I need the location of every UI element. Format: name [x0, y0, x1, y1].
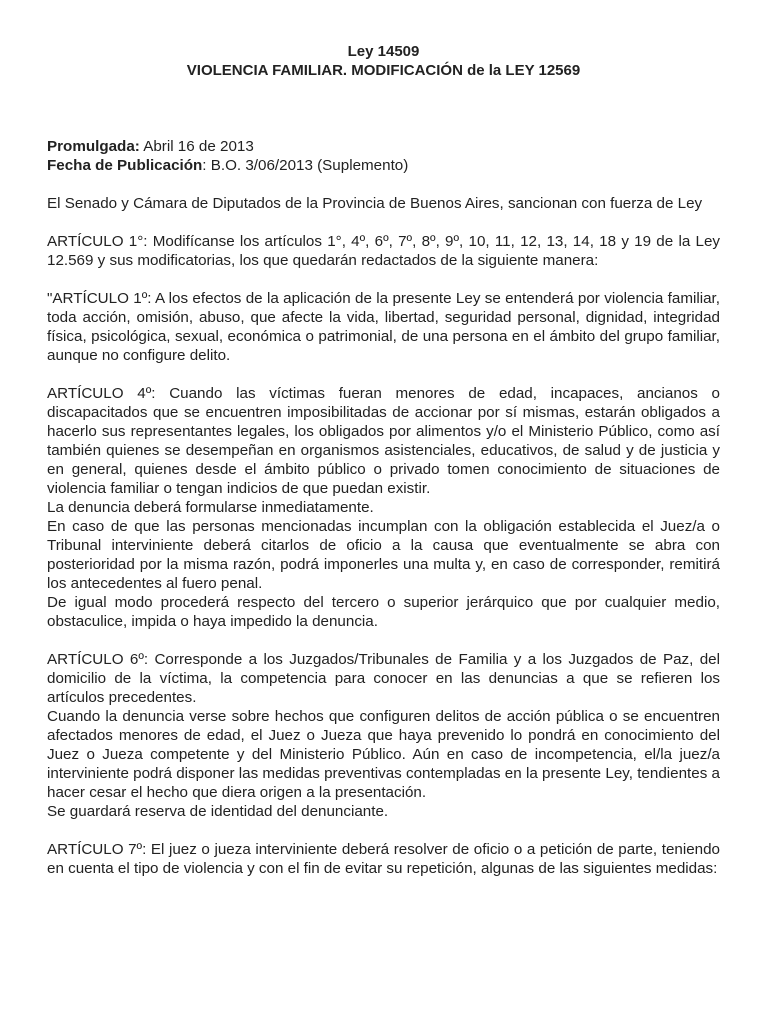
title-block: [47, 42, 720, 80]
promulgada-label: Promulgada:: [47, 138, 140, 155]
law-number-heading: Ley 14509: [347, 43, 420, 60]
publication-meta: [47, 137, 720, 175]
article-4-paragraph: De igual modo procederá respecto del tercero o superior jerárquico que por cualquier medio, obstaculice, impida o haya impedido la denuncia.: [47, 594, 720, 630]
promulgada-line: [47, 137, 720, 156]
law-subtitle-heading: VIOLENCIA FAMILIAR. MODIFICACIÓN de la LEY 12569: [186, 62, 581, 79]
spacer: [47, 270, 720, 289]
article-4-paragraph: En caso de que las personas mencionadas incumplan con la obligación establecida el Juez/a o Tribunal interviniente deberá citarlos de oficio a la causa que eventualmente se abra con posterioridad por la misma razón, podrá imponerles una multa y, en caso de corresponder, remitirá los antecedentes al fuero penal.: [47, 518, 720, 592]
spacer: [47, 821, 720, 840]
article-6-paragraph: Cuando la denuncia verse sobre hechos que configuren delitos de acción pública o se encuentren afectados menores de edad, el Juez o Jueza que haya prevenido lo pondrá en conocimiento del Juez o Jueza competente y del Ministerio Público. Aún en caso de incompetencia, el/la juez/a interviniente podrá disponer las medidas preventivas contempladas en la presente Ley, tendientes a hacer cesar el hecho que diera origen a la presentación.: [47, 708, 720, 801]
publicacion-label: Fecha de Publicación: [47, 157, 203, 174]
document-page: [47, 42, 720, 878]
publicacion-value: : B.O. 3/06/2013 (Suplemento): [202, 157, 409, 174]
article-1-paragraph: ARTÍCULO 1°: Modifícanse los artículos 1°, 4º, 6º, 7º, 8º, 9º, 10, 11, 12, 13, 14, 18 y 19 de la Ley 12.569 y sus modificatorias, los que quedarán redactados de la siguiente manera:: [47, 233, 720, 269]
intro-paragraph: El Senado y Cámara de Diputados de la Provincia de Buenos Aires, sancionan con fuerza de Ley: [47, 195, 703, 212]
article-4-paragraph: ARTÍCULO 4º: Cuando las víctimas fueran menores de edad, incapaces, ancianos o discapacitados que se encuentren imposibilitadas de accionar por sí mismas, estarán obligados a hacerlo sus representantes legales, los obligados por alimentos y/o el Ministerio Público, como así también quienes se desempeñan en organismos asistenciales, educativos, de salud y de justicia y en general, quienes desde el ámbito público o privado tomen conocimiento de situaciones de violencia familiar o tengan indicios de que puedan existir.: [47, 385, 720, 497]
spacer: [47, 175, 720, 194]
spacer: [47, 365, 720, 384]
spacer: [47, 631, 720, 650]
promulgada-value: Abril 16 de 2013: [139, 138, 254, 155]
article-6-paragraph: ARTÍCULO 6º: Corresponde a los Juzgados/Tribunales de Familia y a los Juzgados de Paz, del domicilio de la víctima, la competencia para conocer en las denuncias a que se refieren los artículos precedentes.: [47, 651, 720, 706]
publicacion-line: [47, 156, 720, 175]
article-1-quoted-paragraph: "ARTÍCULO 1º: A los efectos de la aplicación de la presente Ley se entenderá por violencia familiar, toda acción, omisión, abuso, que afecte la vida, libertad, seguridad personal, dignidad, integridad física, psicológica, sexual, económica o patrimonial, de una persona en el ámbito del grupo familiar, aunque no configure delito.: [47, 290, 720, 364]
article-6-paragraph: Se guardará reserva de identidad del denunciante.: [47, 803, 389, 820]
article-7-paragraph: ARTÍCULO 7º: El juez o jueza interviniente deberá resolver de oficio o a petición de parte, teniendo en cuenta el tipo de violencia y con el fin de evitar su repetición, algunas de las siguientes medidas:: [47, 841, 720, 877]
spacer: [47, 213, 720, 232]
article-4-paragraph: La denuncia deberá formularse inmediatamente.: [47, 499, 374, 516]
